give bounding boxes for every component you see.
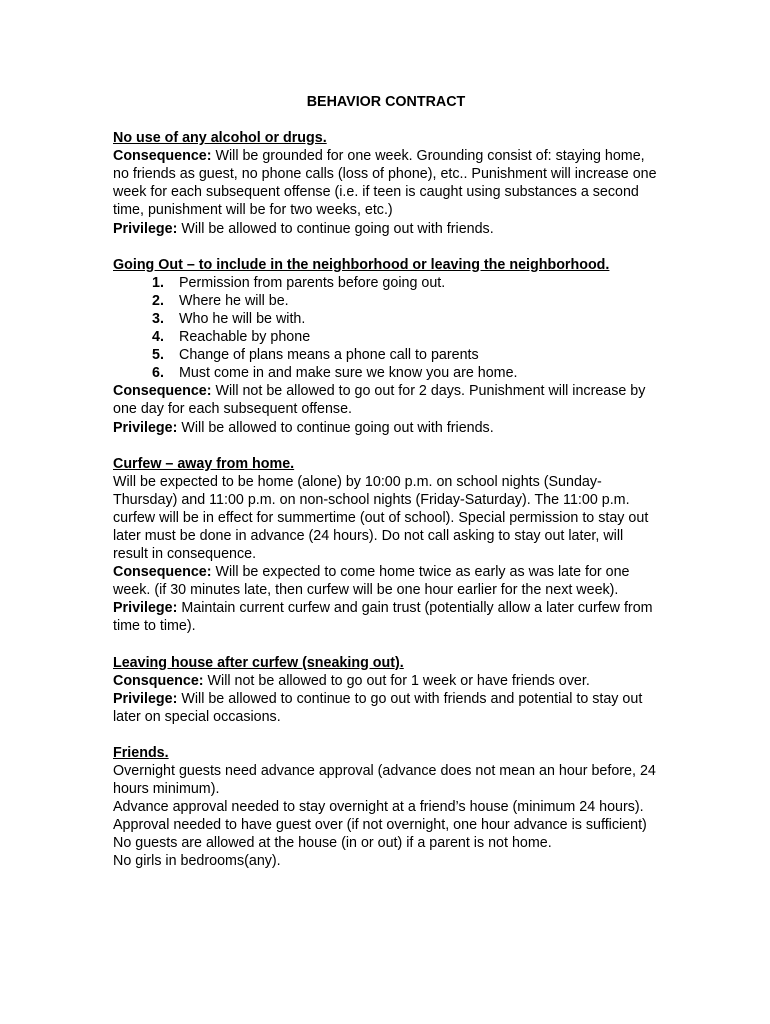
consequence-label: Consquence:: [113, 672, 204, 689]
section-sneaking-out: [113, 654, 659, 726]
privilege-paragraph: [113, 220, 659, 238]
section-friends: [113, 744, 659, 871]
section-heading: No use of any alcohol or drugs.: [113, 130, 327, 147]
list-number: 3.: [152, 310, 164, 327]
section-going-out: [113, 256, 659, 437]
list-item: [152, 292, 659, 310]
list-text: Permission from parents before going out.: [179, 274, 446, 291]
section-alcohol-drugs: [113, 129, 659, 238]
consequence-text: Will not be allowed to go out for 2 days. Punishment will increase by one day for each subsequent offense.: [113, 383, 646, 418]
rules-list: [113, 274, 659, 383]
list-item: [152, 364, 659, 382]
list-item: [152, 328, 659, 346]
privilege-paragraph: [113, 419, 659, 437]
list-item: [152, 346, 659, 364]
friends-rule: Advance approval needed to stay overnight at a friend’s house (minimum 24 hours).: [113, 799, 644, 816]
list-text: Must come in and make sure we know you are home.: [179, 365, 518, 382]
section-heading: Going Out – to include in the neighborhood or leaving the neighborhood.: [113, 256, 610, 273]
consequence-text: Will be expected to come home twice as early as was late for one week. (if 30 minutes late, then curfew will be one hour earlier for the next week).: [113, 564, 630, 599]
privilege-text: Will be allowed to continue going out with friends.: [177, 419, 494, 436]
privilege-text: Will be allowed to continue going out with friends.: [177, 220, 494, 237]
list-item: [152, 310, 659, 328]
privilege-label: Privilege:: [113, 220, 178, 237]
consequence-paragraph: [113, 382, 659, 418]
friends-rule: Overnight guests need advance approval (advance does not mean an hour before, 24 hours minimum).: [113, 763, 656, 798]
contract-body: [113, 93, 659, 889]
privilege-label: Privilege:: [113, 690, 178, 707]
section-heading: Curfew – away from home.: [113, 455, 295, 472]
list-item: [152, 274, 659, 292]
consequence-label: Consequence:: [113, 383, 212, 400]
list-text: Where he will be.: [179, 292, 289, 309]
consequence-label: Consequence:: [113, 148, 212, 165]
curfew-body: Will be expected to be home (alone) by 10:00 p.m. on school nights (Sunday-Thursday) and 11:00 p.m. on non-school nights (Friday-Saturday). The 11:00 p.m. curfew will be in effect for summertime (out of school). Special permission to stay out later must be done in advance (24 hours). Do not call asking to stay out later, will result in consequence.: [113, 473, 649, 563]
friends-rule: Approval needed to have guest over (if not overnight, one hour advance is sufficient): [113, 817, 647, 834]
list-number: 1.: [152, 274, 164, 291]
list-text: Change of plans means a phone call to parents: [179, 347, 479, 364]
privilege-paragraph: [113, 599, 659, 635]
friends-rule: No guests are allowed at the house (in or out) if a parent is not home.: [113, 835, 552, 852]
list-number: 4.: [152, 329, 164, 346]
section-curfew: [113, 455, 659, 636]
list-number: 6.: [152, 365, 164, 382]
section-heading: Friends.: [113, 744, 169, 761]
consequence-paragraph: [113, 672, 659, 690]
privilege-paragraph: [113, 690, 659, 726]
page-title: BEHAVIOR CONTRACT: [306, 94, 466, 110]
privilege-text: Will be allowed to continue to go out with friends and potential to stay out later on special occasions.: [113, 690, 643, 725]
consequence-paragraph: [113, 147, 659, 219]
consequence-text: Will not be allowed to go out for 1 week or have friends over.: [203, 672, 590, 689]
list-number: 2.: [152, 292, 164, 309]
privilege-label: Privilege:: [113, 600, 178, 617]
list-text: Who he will be with.: [179, 310, 306, 327]
consequence-text: Will be grounded for one week. Grounding consist of: staying home, no friends as guest, no phone calls (loss of phone), etc.. Punishment will increase one week for each subsequent offense (i.e. if teen is caught using substances a second time, punishment will be for two weeks, etc.): [113, 148, 657, 219]
consequence-label: Consequence:: [113, 564, 212, 581]
list-number: 5.: [152, 347, 164, 364]
section-heading: Leaving house after curfew (sneaking out).: [113, 654, 404, 671]
list-text: Reachable by phone: [179, 329, 311, 346]
privilege-label: Privilege:: [113, 419, 178, 436]
friends-rule: No girls in bedrooms(any).: [113, 853, 281, 870]
privilege-text: Maintain current curfew and gain trust (potentially allow a later curfew from time to time).: [113, 600, 653, 635]
consequence-paragraph: [113, 563, 659, 599]
